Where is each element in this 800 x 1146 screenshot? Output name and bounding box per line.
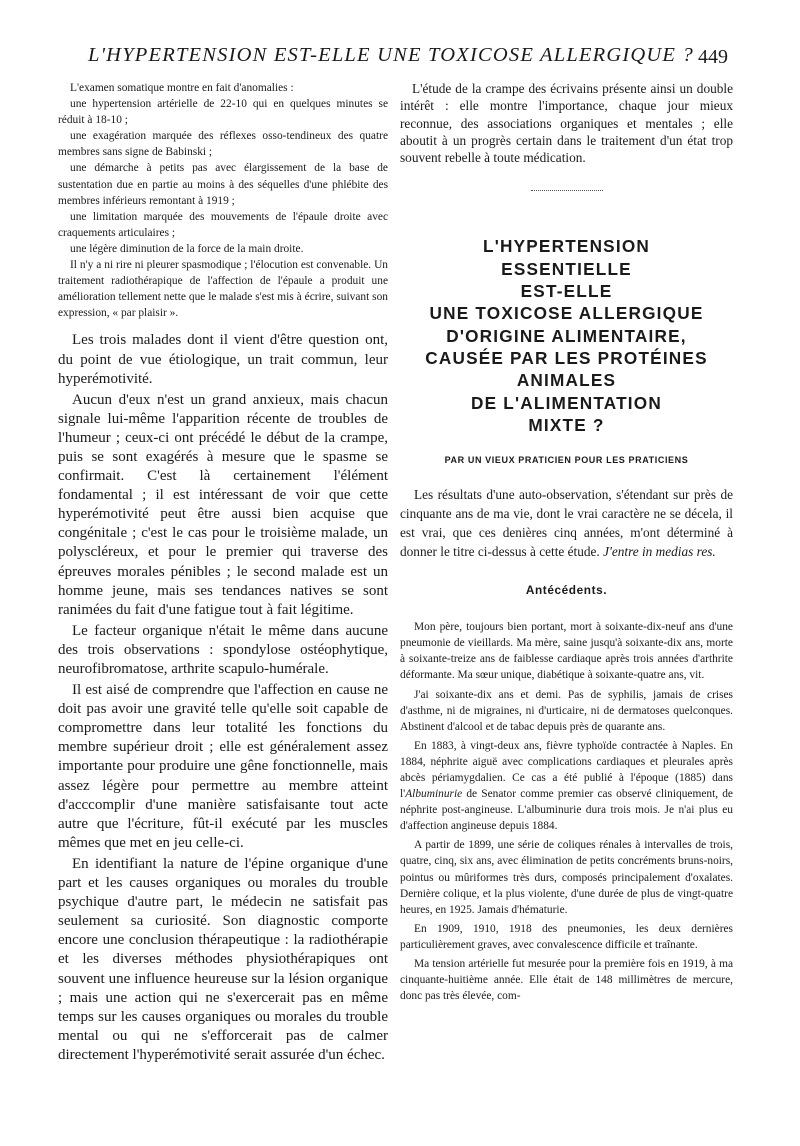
page-number: 449: [698, 46, 728, 68]
body-paragraph: Aucun d'eux n'est un grand anxieux, mais chacun signale lui-même l'apparition récente de troubles de l'humeur ; ceux-ci ont précédé le début de la crampe, puis se sont exagérés à mesure que le spasme se confirmait. C'est là certainement l'élément fondamental ; il est intéressant de voir que cette hyperémotivité peut être aussi bien acquise que congénitale ; c'est le cas pour le troisième malade, un polyscléreux, et pour le premier qui traverse des épreuves morales pénibles ; le second malade est un homme jeune, mais ses tendances natives se sont ranimées du fait d'une fatigue tout à fait légitime.: [58, 391, 388, 618]
section-heading: Antécédents.: [525, 583, 608, 598]
antecedents-text: [400, 619, 733, 1004]
book-title: Albuminurie: [405, 788, 463, 801]
exam-paragraph: une exagération marquée des réflexes osso-tendineux des quatre membres sans signe de Babinski ;: [58, 130, 388, 159]
running-head: [88, 40, 728, 76]
discussion-text: [58, 331, 388, 1065]
antecedents-text-part: de Senator comme premier cas observé cliniquement, de néphrite post-angineuse. L'albuminurie dura trois mois. Je n'ai plus eu d'affection angineuse depuis 1884.: [400, 788, 733, 833]
intro-paragraph: L'étude de la crampe des écrivains présente ainsi un double intérêt : elle montre l'importance, chaque jour mieux reconnue, des associations organiques et mentales ; elle aboutit à un progrès certain dans le traitement d'un état trop souvent rebelle à toute médication.: [400, 81, 733, 166]
title-line: ESSENTIELLE: [501, 258, 632, 279]
exam-paragraph: une limitation marquée des mouvements de l'épaule droite avec craquements articulaires ;: [58, 210, 388, 239]
antecedents-paragraph: Ma tension artérielle fut mesurée pour la première fois en 1919, à ma cinquante-huitième année. Elle était de 148 millimètres de mercure, donc pas très élevée, com-: [400, 958, 733, 1003]
right-column: [400, 80, 733, 1004]
body-paragraph: En identifiant la nature de l'épine organique d'une part et les causes organiques ou morales du trouble psychique d'autre part, le médecin ne satisfait pas seulement sa curiosité. Son diagnostic comporte encore une conclusion thérapeutique : la radiothérapie et les diverses méthodes physiothérapiques ont souvent une influence heureuse sur la lésion organique ; mais une action qui ne s'exercerait pas en même temps sur les causes organiques ou morales du trouble mental ou qui ne s'efforcerait pas de calmer directement l'hyperémotivité serait assurée d'un échec.: [58, 855, 388, 1063]
antecedents-paragraph: Mon père, toujours bien portant, mort à soixante-dix-neuf ans d'une pneumonie de vieillards. Ma mère, saine jusqu'à soixante-dix ans, morte à soixante-treize ans de faiblesse cardiaque après trois années d'arthrite déformante. Ma sœur unique, diabétique à soixante-quatre ans, vit.: [400, 621, 733, 682]
exam-paragraph: une hypertension artérielle de 22-10 qui en quelques minutes se réduit à 18-10 ;: [58, 98, 388, 127]
title-line: EST-ELLE: [520, 281, 613, 302]
antecedents-paragraph: A partir de 1899, une série de coliques rénales à intervalles de trois, quatre, cinq, six ans, avec élimination de petits concréments bruns-noirs, pointus ou mûriformes très durs, composés principalement d'oxalates. Dernière colique, et la plus violente, d'une durée de plus de vingt-quatre heures, en 1925. Jamais d'hématurie.: [400, 839, 733, 916]
title-line: L'HYPERTENSION: [483, 236, 650, 257]
body-paragraph: Le facteur organique n'était le même dans aucune des trois observations : spondylose ostéophytique, neurofibromatose, arthrite scapulo-humérale.: [58, 622, 388, 677]
title-line: D'ORIGINE ALIMENTAIRE,: [446, 325, 687, 346]
body-paragraph: Il est aisé de comprendre que l'affection en cause ne doit pas avoir une gravité telle qu'elle soit capable de compromettre dans leur totalité les fonctions du membre supérieur droit ; elle est généralement assez importante pour produire une gêne fonctionnelle, mais assez légère pour permettre au membre atteint d'acccomplir d'une manière satisfaisante tout acte autre que l'écriture, fût-il exécuté par les muscles mêmes que met en jeu celle-ci.: [58, 682, 388, 851]
antecedents-text-part: En 1883, à vingt-deux ans, fièvre typhoïde contractée à Naples. En 1884, néphrite aiguë avec complications cardiaques et pleurales après abcès périamygdalien. Ce cas a été publié à l'époque (1885) dans l': [400, 739, 733, 801]
opening-text: [400, 485, 733, 561]
opening-main: Les résultats d'une auto-observation, s'étendant sur près de cinquante ans de ma vie, dont le vrai caractère ne se décela, il est vrai, que ces denières cinq années, m'ont déterminé à donner le titre ci-dessus à cette étude.: [400, 487, 733, 560]
body-paragraph: Les trois malades dont il vient d'être question ont, du point de vue étiologique, un trait commun, leur hyperémotivité.: [58, 332, 388, 387]
running-title: L'HYPERTENSION EST-ELLE UNE TOXICOSE ALLERGIQUE ?: [88, 44, 694, 66]
exam-paragraph: L'examen somatique montre en fait d'anomalies :: [70, 82, 294, 94]
title-line: CAUSÉE PAR LES PROTÉINES: [425, 347, 708, 368]
section-divider: [531, 190, 603, 191]
exam-paragraph: Il n'y a ni rire ni pleurer spasmodique ; l'élocution est convenable. Un traitement radiothérapique de l'affection de l'épaule a produit une amélioration tellement nette que le malade s'est mis à écrire, suivant son expression, « par plaisir ».: [58, 259, 388, 320]
opening-italic: J'entre in medias res.: [603, 544, 716, 560]
title-line: DE L'ALIMENTATION: [471, 392, 662, 413]
exam-findings: [58, 80, 388, 321]
title-line: MIXTE ?: [528, 414, 605, 435]
antecedents-paragraph: [400, 738, 733, 835]
antecedents-paragraph: En 1909, 1910, 1918 des pneumonies, les deux dernières particulièrement graves, avec convalescence difficile et traînante.: [400, 922, 733, 951]
title-line: UNE TOXICOSE ALLERGIQUE: [429, 303, 704, 324]
conclusion-text: [400, 80, 733, 166]
opening-paragraph: [400, 485, 733, 561]
title-line: ANIMALES: [516, 370, 617, 391]
exam-paragraph: une légère diminution de la force de la main droite.: [70, 242, 304, 255]
antecedents-paragraph: J'ai soixante-dix ans et demi. Pas de syphilis, jamais de crises d'asthme, ni de migraines, ni d'urticaire, ni de dermatoses quelconques. Abstinent d'alcool et de tabac depuis près de quarante ans.: [400, 688, 733, 733]
article-title: [400, 235, 733, 436]
left-column: [58, 80, 388, 1065]
exam-paragraph: une démarche à petits pas avec élargissement de la base de sustentation due en partie au moins à des séquelles d'une phlébite des membres inférieurs remontant à 1919 ;: [58, 162, 388, 207]
byline: PAR UN VIEUX PRATICIEN POUR LES PRATICIENS: [444, 455, 689, 466]
